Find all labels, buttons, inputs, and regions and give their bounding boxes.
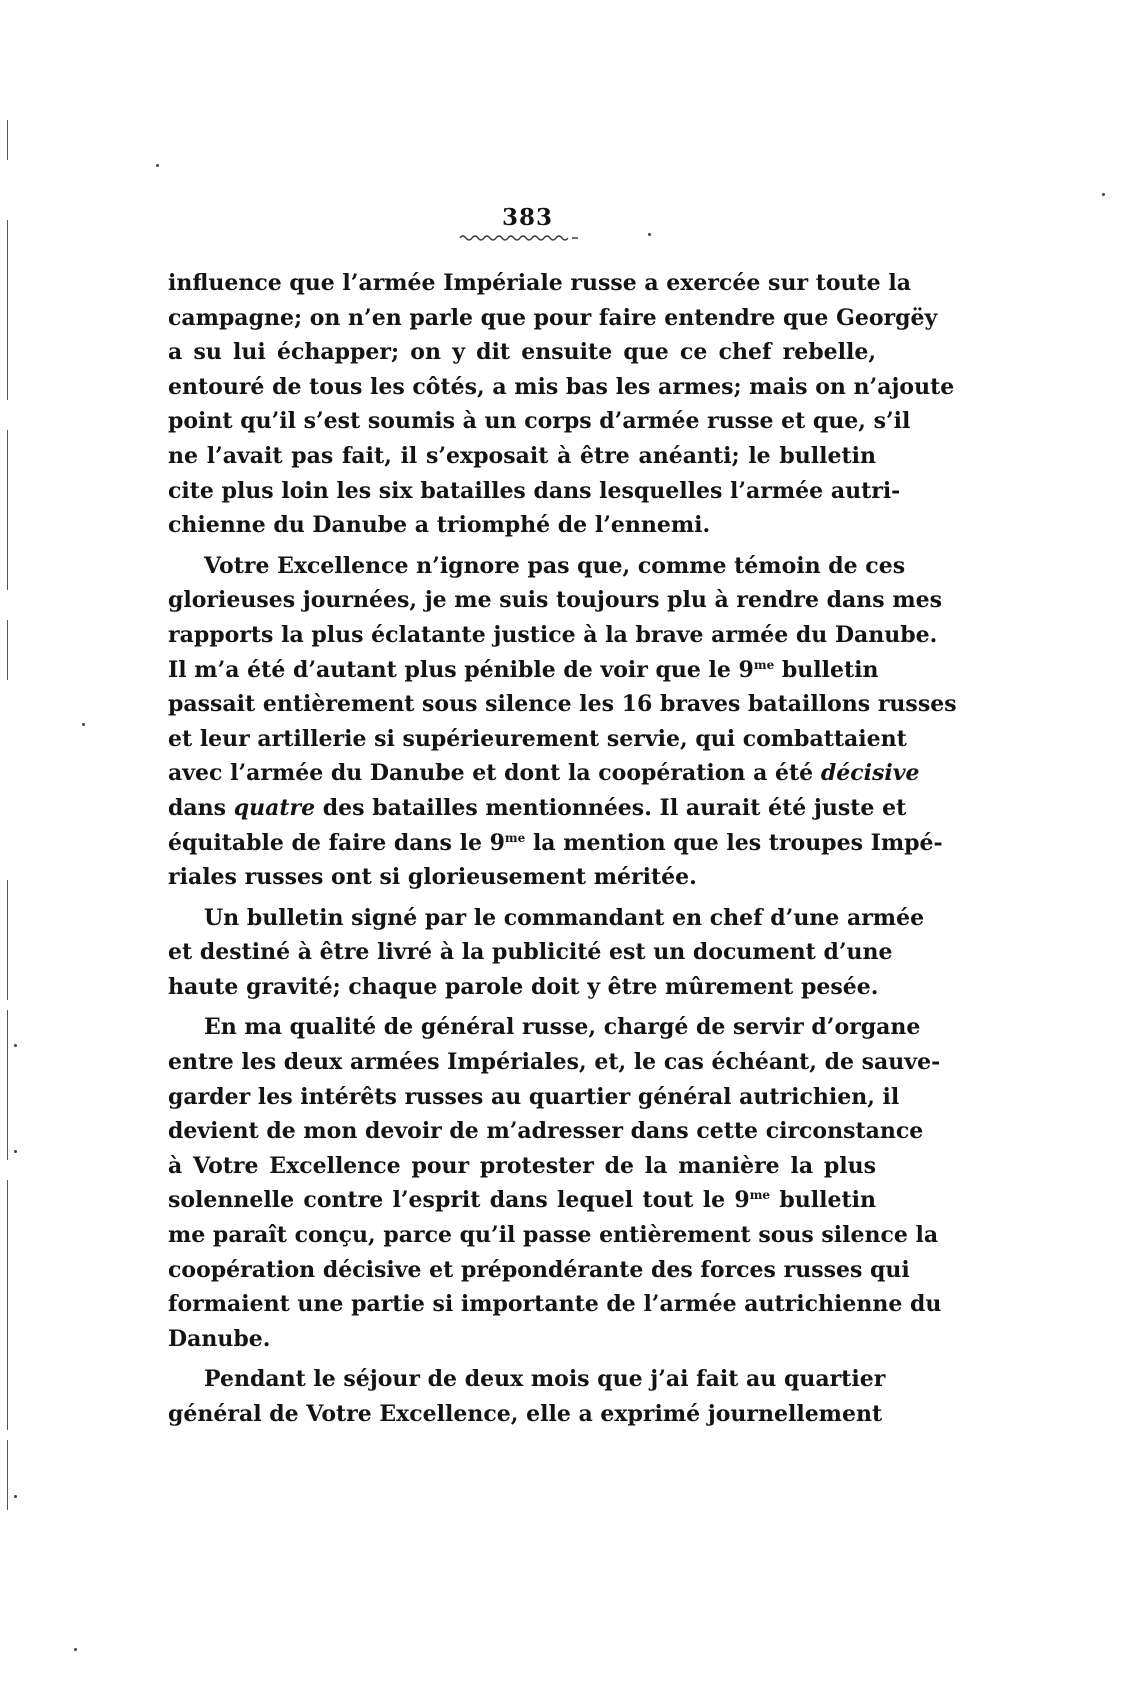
page-number: 383 [502,204,554,231]
paragraph [168,1362,886,1431]
text-line: riales russes ont si glorieusement méritée. [168,864,697,891]
superscript: me [749,1188,771,1203]
paragraph [168,266,955,543]
margin-speck [14,1044,17,1047]
text-run: solennelle contre l’esprit dans lequel tout le 9 [168,1187,750,1214]
text-line: point qu’il s’est soumis à un corps d’armée russe et que, s’il [168,408,911,435]
margin-speck [14,1495,17,1498]
text-line: à Votre Excellence pour protester de la manière la plus [168,1152,876,1179]
text-line: Votre Excellence n’ignore pas que, comme témoin de ces [204,552,906,579]
text-line [168,653,879,688]
text-run: bulletin [779,1187,876,1214]
text-line: Un bulletin signé par le commandant en chef d’une armée [204,904,925,931]
text-run: la mention que les troupes Impé- [532,829,943,856]
text-line: entre les deux armées Impériales, et, le cas échéant, de sauve- [168,1049,941,1076]
margin-rule [7,1440,8,1510]
text-line [168,791,907,826]
text-line: entouré de tous les côtés, a mis bas les armes; mais on n’ajoute [168,373,955,400]
text-line: me paraît conçu, parce qu’il passe entièrement sous silence la [168,1222,939,1249]
margin-speck [74,1648,77,1651]
text-line: général de Votre Excellence, elle a exprimé journellement [168,1401,883,1427]
text-line: coopération décisive et prépondérante des forces russes qui [168,1256,910,1283]
margin-rule [7,1180,8,1430]
margin-rule [7,620,8,680]
text-run: Il aurait été juste et [659,794,907,821]
paragraph [168,1010,942,1356]
text-line: campagne; on n’en parle que pour faire entendre que Georgëy [168,304,938,331]
text-line: et leur artillerie si supérieurement servie, qui combattaient [168,725,907,752]
text-line [168,826,943,861]
text-line: influence que l’armée Impériale russe a exercée sur toute la [168,270,911,296]
text-line: formaient une partie si importante de l’armée autrichienne du [168,1291,942,1318]
margin-rule [7,880,8,1000]
text-line: a su lui échapper; on y dit ensuite que ce chef rebelle, [168,339,876,366]
page-header [0,204,1140,248]
paragraph [168,901,925,1005]
margin-rule [7,430,8,590]
text-line: haute gravité; chaque parole doit y être mûrement pesée. [168,973,879,1000]
italic-text: quatre [233,794,316,821]
text-run: bulletin [781,656,879,683]
text-line: En ma qualité de général russe, chargé de servir d’organe [204,1014,921,1041]
text-line [168,1183,876,1218]
superscript: me [753,657,775,672]
text-line: devient de mon devoir de m’adresser dans cette circonstance [168,1118,924,1145]
text-line: ne l’avait pas fait, il s’exposait à être anéanti; le bulletin [168,442,876,469]
text-line: Pendant le séjour de deux mois que j’ai fait au quartier [204,1366,886,1393]
superscript: me [504,830,526,845]
text-line: chienne du Danube a triomphé de l’ennemi. [168,512,711,539]
text-line: glorieuses journées, je me suis toujours plu à rendre dans mes [168,587,942,614]
margin-speck [14,1150,17,1153]
text-line: cite plus loin les six batailles dans lesquelles l’armée autri- [168,477,901,504]
text-line: et destiné à être livré à la publicité est un document d’une [168,939,893,966]
text-line: passait entièrement sous silence les 16 braves bataillons russes [168,691,957,718]
text-run: Il m’a été d’autant plus pénible de voir que le 9 [168,656,754,683]
text-line: garder les intérêts russes au quartier général autrichien, il [168,1083,900,1110]
text-line: Danube. [168,1325,271,1352]
italic-text: décisive [820,760,920,787]
text-line [168,756,920,791]
body-text [168,266,957,1432]
margin-speck [82,723,85,726]
margin-rule [7,1010,8,1160]
margin-rule [7,120,8,160]
margin-speck [1102,193,1105,196]
text-line: rapports la plus éclatante justice à la brave armée du Danube. [168,621,938,648]
text-run: dans [168,794,227,821]
text-run: des batailles mentionnées. [322,794,652,821]
margin-speck [156,164,159,167]
paragraph [168,549,957,895]
text-run: équitable de faire dans le 9 [168,829,505,856]
decorative-wavy-rule [460,233,580,241]
text-run: avec l’armée du Danube et dont la coopération a été [168,760,814,787]
